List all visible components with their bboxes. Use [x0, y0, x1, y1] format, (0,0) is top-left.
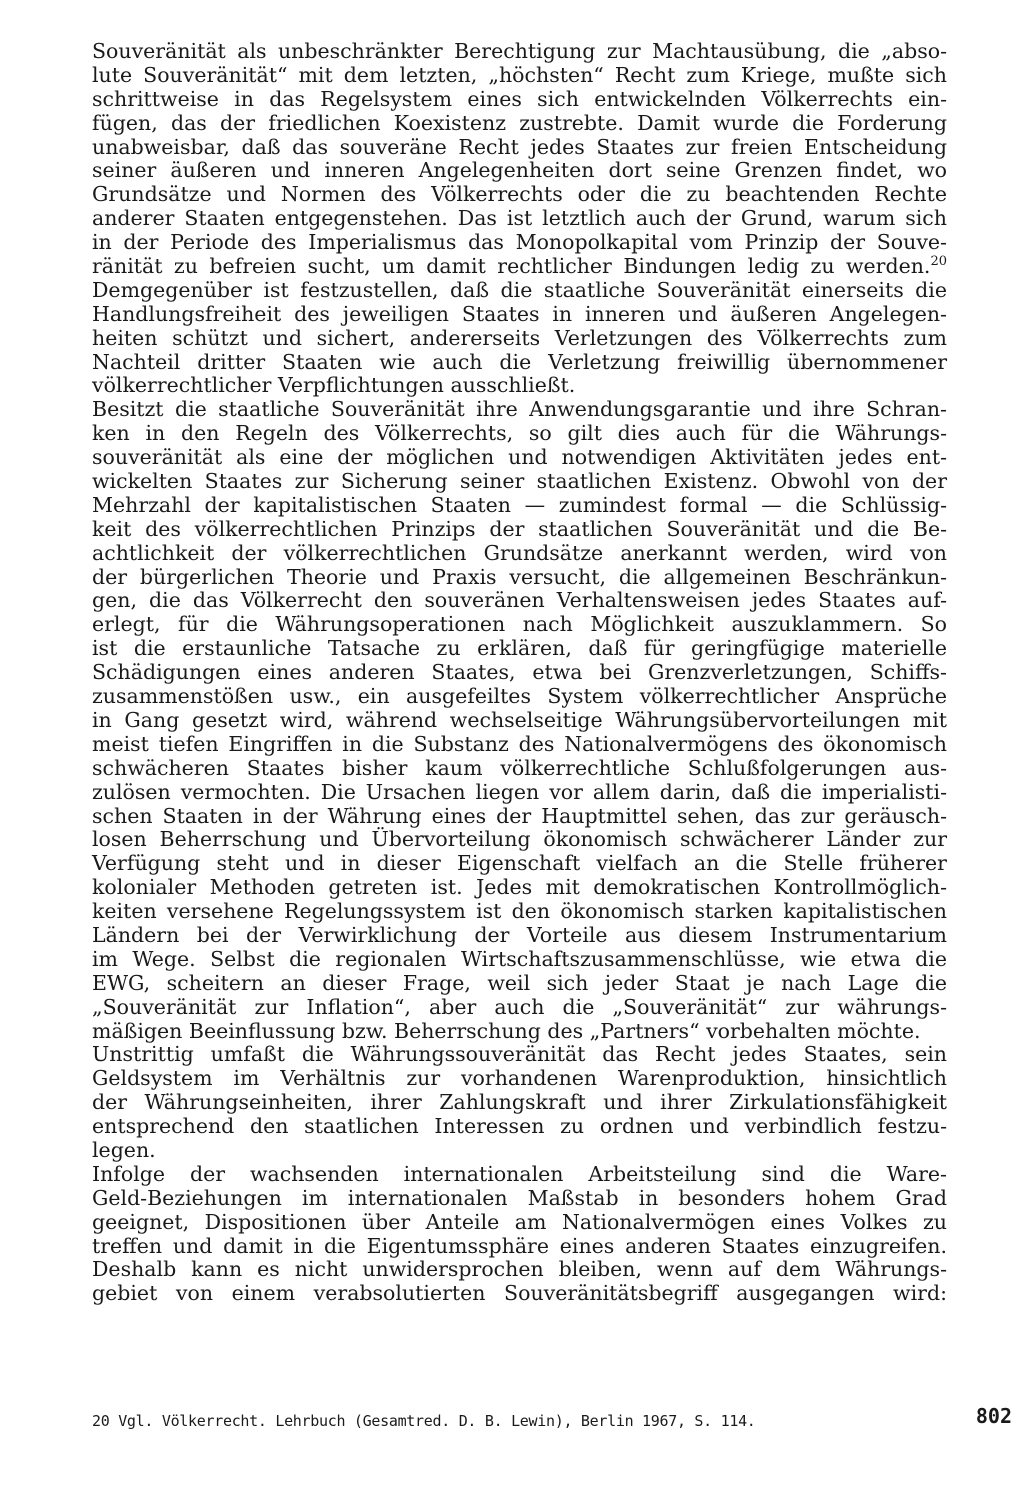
- paragraph-2: [92, 398, 947, 1043]
- text-line: souveränität als eine der möglichen und notwendigen Aktivitäten jedes ent-: [92, 445, 947, 470]
- text-line: „Souveränität zur Inflation“, aber auch die „Souveränität“ zur währungs-: [92, 994, 947, 1019]
- text-line: keiten versehene Regelungssystem ist den ökonomisch starken kapitalistischen: [92, 899, 947, 924]
- text-line: Demgegenüber ist festzustellen, daß die staatliche Souveränität einerseits die: [92, 277, 947, 302]
- text-line: Infolge der wachsenden internationalen Arbeitsteilung sind die Ware-: [92, 1161, 947, 1186]
- text-line-with-footnote: [92, 255, 947, 279]
- text-line: Mehrzahl der kapitalistischen Staaten — zumindest formal — die Schlüssig-: [92, 492, 947, 517]
- paragraph-3: [92, 1043, 947, 1162]
- page-number: 802: [975, 1404, 1012, 1428]
- text-line: in der Periode des Imperialismus das Monopolkapital vom Prinzip der Souve-: [92, 230, 947, 255]
- text-line: losen Beherrschung und Übervorteilung ökonomisch schwächerer Länder zur: [92, 827, 947, 852]
- text-line: Handlungsfreiheit des jeweiligen Staates in inneren und äußeren Angelegen-: [92, 301, 947, 326]
- text-line: in Gang gesetzt wird, während wechselseitige Währungsübervorteilungen mit: [92, 707, 947, 732]
- text-line: Geld-Beziehungen im internationalen Maßstab in besonders hohem Grad: [92, 1185, 947, 1210]
- paragraph-1: [92, 40, 947, 398]
- text-line: meist tiefen Eingriffen in die Substanz des Nationalvermögens des ökonomisch: [92, 731, 947, 756]
- text-line: lute Souveränität“ mit dem letzten, „höchsten“ Recht zum Kriege, mußte sich: [92, 62, 947, 87]
- text-line: Geldsystem im Verhältnis zur vorhandenen Warenproduktion, hinsichtlich: [92, 1066, 947, 1091]
- text-line: zusammenstößen usw., ein ausgefeiltes System völkerrechtlicher Ansprüche: [92, 684, 947, 709]
- text-line: anderer Staaten entgegenstehen. Das ist letztlich auch der Grund, warum sich: [92, 206, 947, 231]
- text-line: ken in den Regeln des Völkerrechts, so gilt dies auch für die Währungs-: [92, 421, 947, 446]
- text-line: keit des völkerrechtlichen Prinzips der staatlichen Souveränität und die Be-: [92, 516, 947, 541]
- text-line: Verfügung steht und in dieser Eigenschaft vielfach an die Stelle früherer: [92, 851, 947, 876]
- text-line: wickelten Staates zur Sicherung seiner staatlichen Existenz. Obwohl von der: [92, 469, 947, 494]
- text-line: gen, die das Völkerrecht den souveränen Verhaltensweisen jedes Staates auf-: [92, 588, 947, 613]
- text-line: Nachteil dritter Staaten wie auch die Verletzung freiwillig übernommener: [92, 349, 947, 374]
- text-line: erlegt, für die Währungsoperationen nach Möglichkeit auszuklammern. So: [92, 612, 947, 637]
- text-line: der Währungseinheiten, ihrer Zahlungskraft und ihrer Zirkulationsfähigkeit: [92, 1090, 947, 1115]
- footnote: 20 Vgl. Völkerrecht. Lehrbuch (Gesamtred. D. B. Lewin), Berlin 1967, S. 114.: [92, 1412, 756, 1430]
- text-line: seiner äußeren und inneren Angelegenheiten dort seine Grenzen findet, wo: [92, 158, 947, 183]
- text-line: EWG, scheitern an dieser Frage, weil sich jeder Staat je nach Lage die: [92, 970, 947, 995]
- text-line: zulösen vermochten. Die Ursachen liegen vor allem darin, daß die imperialisti-: [92, 779, 947, 804]
- text-line: unabweisbar, daß das souveräne Recht jedes Staates zur freien Entscheidung: [92, 134, 947, 159]
- text-line: Besitzt die staatliche Souveränität ihre Anwendungsgarantie und ihre Schran-: [92, 397, 947, 422]
- text-line: schrittweise in das Regelsystem eines sich entwickelnden Völkerrechts ein-: [92, 86, 947, 111]
- text-line: gebiet von einem verabsolutierten Souveränitätsbegriff ausgegangen wird:: [92, 1281, 947, 1306]
- text-line: im Wege. Selbst die regionalen Wirtschaftszusammenschlüsse, wie etwa die: [92, 946, 947, 971]
- text-line: achtlichkeit der völkerrechtlichen Grundsätze anerkannt werden, wird von: [92, 540, 947, 565]
- text-line-content: ränität zu befreien sucht, um damit rechtlicher Bindungen ledig zu werden.: [92, 254, 931, 279]
- footnote-reference: 20: [930, 254, 947, 270]
- text-line: schwächeren Staates bisher kaum völkerrechtliche Schlußfolgerungen aus-: [92, 755, 947, 780]
- text-line: der bürgerlichen Theorie und Praxis versucht, die allgemeinen Beschränkun-: [92, 564, 947, 589]
- page-body: [92, 40, 947, 1306]
- text-line: Schädigungen eines anderen Staates, etwa bei Grenzverletzungen, Schiffs-: [92, 660, 947, 685]
- text-line: Souveränität als unbeschränkter Berechtigung zur Machtausübung, die „abso-: [92, 39, 947, 63]
- text-line: völkerrechtlicher Verpflichtungen ausschließt.: [92, 373, 576, 398]
- text-line: schen Staaten in der Währung eines der Hauptmittel sehen, das zur geräusch-: [92, 803, 947, 828]
- text-line: geeignet, Dispositionen über Anteile am Nationalvermögen eines Volkes zu: [92, 1209, 947, 1234]
- text-line: Grundsätze und Normen des Völkerrechts oder die zu beachtenden Rechte: [92, 182, 947, 207]
- text-line: legen.: [92, 1137, 156, 1162]
- text-line: mäßigen Beeinflussung bzw. Beherrschung des „Partners“ vorbehalten möchte.: [92, 1018, 921, 1043]
- text-line: ist die erstaunliche Tatsache zu erklären, daß für geringfügige materielle: [92, 636, 947, 661]
- text-line: fügen, das der friedlichen Koexistenz zustrebte. Damit wurde die Forderung: [92, 110, 947, 135]
- text-line: Unstrittig umfaßt die Währungssouveränität das Recht jedes Staates, sein: [92, 1042, 947, 1067]
- text-line: kolonialer Methoden getreten ist. Jedes mit demokratischen Kontrollmöglich-: [92, 875, 947, 900]
- text-line: Deshalb kann es nicht unwidersprochen bleiben, wenn auf dem Währungs-: [92, 1257, 947, 1282]
- text-line: heiten schützt und sichert, andererseits Verletzungen des Völkerrechts zum: [92, 325, 947, 350]
- text-line: entsprechend den staatlichen Interessen zu ordnen und verbindlich festzu-: [92, 1114, 947, 1139]
- paragraph-4: [92, 1163, 947, 1306]
- text-line: treffen und damit in die Eigentumssphäre eines anderen Staates einzugreifen.: [92, 1233, 947, 1258]
- text-line: Ländern bei der Verwirklichung der Vorteile aus diesem Instrumentarium: [92, 922, 947, 947]
